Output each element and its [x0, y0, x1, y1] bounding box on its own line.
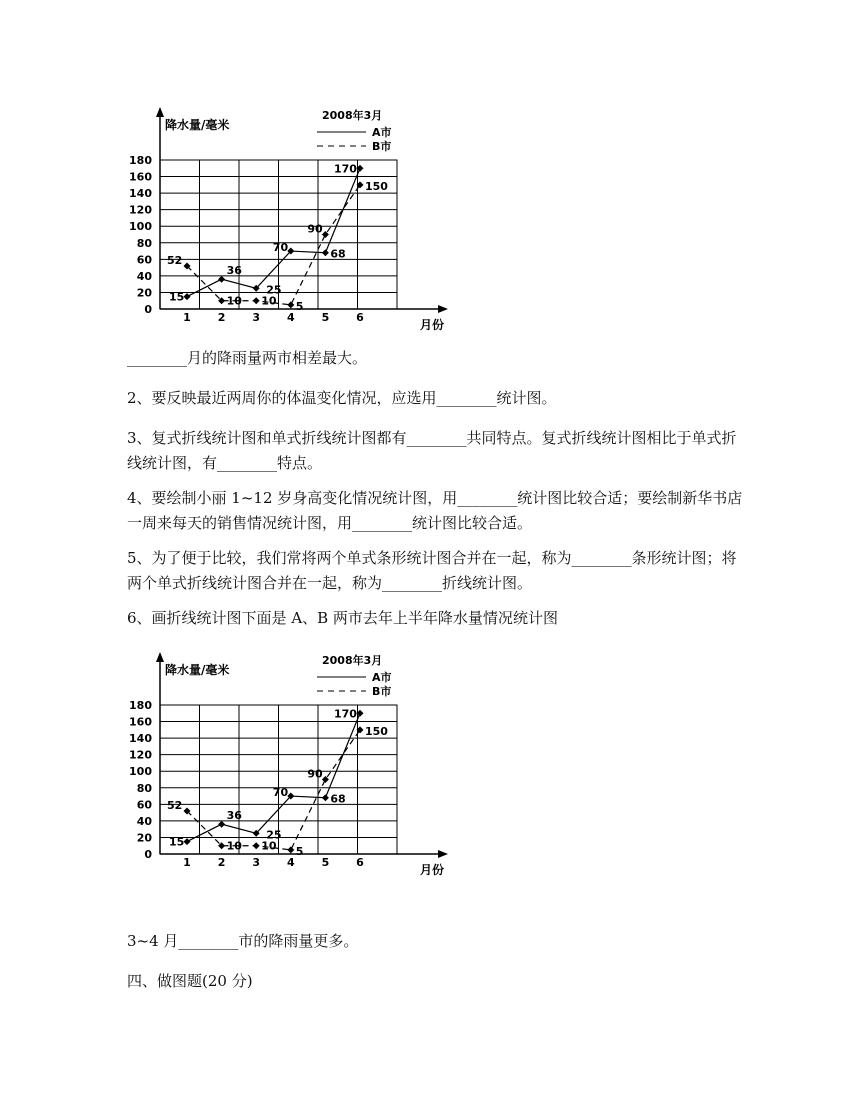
y-tick-label: 140 [129, 187, 152, 201]
data-label-a: 36 [226, 809, 242, 823]
data-label-a: 70 [272, 241, 289, 255]
y-tick-label: 20 [136, 831, 152, 845]
y-tick-label: 80 [136, 781, 152, 795]
series-line-a [187, 713, 360, 841]
data-label-b: 150 [365, 179, 388, 193]
x-tick-label: 1 [183, 856, 191, 869]
data-label-a: 68 [330, 792, 346, 806]
data-point-a [218, 821, 225, 828]
x-tick-label: 2 [217, 311, 226, 324]
data-label-b: 10 [226, 839, 242, 853]
data-point-a [184, 293, 191, 300]
question-6-answer-text: 3~4 月________市的降雨量更多。 [127, 932, 359, 950]
x-tick-label: 6 [356, 311, 364, 324]
data-point-b [287, 301, 294, 308]
x-axis-arrow [438, 305, 448, 313]
y-tick-label: 20 [136, 286, 152, 300]
x-tick-label: 6 [356, 856, 364, 869]
data-label-b: 5 [295, 844, 304, 858]
data-label-b: 10 [226, 294, 242, 308]
question-1-text: ________月的降雨量两市相差最大。 [127, 349, 368, 367]
y-tick-label: 160 [129, 170, 152, 184]
data-label-b: 52 [167, 253, 183, 267]
series-line-a [187, 168, 360, 296]
rainfall-chart-2 [110, 650, 470, 877]
section-4-heading: 四、做图题(20 分) [127, 972, 253, 990]
y-tick-label: 60 [136, 253, 152, 267]
y-tick-label: 120 [129, 203, 152, 217]
legend-label-b: B市 [372, 140, 392, 153]
y-axis-arrow [156, 107, 164, 117]
y-axis-label: 降水量/毫米 [165, 118, 230, 132]
question-4-text: 4、要绘制小丽 1~12 岁身高变化情况统计图，用________统计图比较合适；要绘制新华书店一周来每天的销售情况统计图，用________统计图比较合适。 [127, 489, 743, 532]
data-label-a: 36 [226, 264, 242, 278]
data-label-b: 5 [295, 299, 304, 313]
x-tick-label: 4 [286, 311, 295, 324]
data-label-b: 10 [261, 839, 277, 853]
data-point-b [287, 846, 294, 853]
chart-svg [110, 105, 470, 332]
data-label-b: 52 [167, 798, 183, 812]
rainfall-chart-1 [110, 105, 470, 332]
x-tick-label: 1 [183, 311, 191, 324]
data-point-a [184, 838, 191, 845]
x-tick-label: 3 [252, 856, 261, 869]
data-point-a [322, 794, 329, 801]
legend-label-a: A市 [372, 671, 392, 684]
y-axis-label: 降水量/毫米 [165, 663, 230, 677]
y-tick-label: 40 [136, 269, 152, 283]
y-tick-label: 160 [129, 715, 152, 729]
data-label-a: 170 [334, 707, 357, 721]
chart-svg [110, 650, 470, 877]
data-label-a: 70 [272, 786, 289, 800]
legend-label-b: B市 [372, 685, 392, 698]
data-label-a: 68 [330, 247, 346, 261]
x-axis-arrow [438, 850, 448, 858]
legend-title: 2008年3月 [322, 109, 383, 122]
y-tick-label: 180 [129, 699, 152, 712]
data-point-b [253, 297, 260, 304]
question-5-text: 5、为了便于比较，我们常将两个单式条形统计图合并在一起，称为________条形统计图；将两个单式折线统计图合并在一起，称为________折线统计图。 [127, 549, 737, 592]
data-point-b [322, 231, 329, 238]
data-label-a: 15 [169, 835, 185, 849]
legend-title: 2008年3月 [322, 654, 383, 667]
data-label-a: 25 [266, 283, 282, 297]
data-label-b: 150 [365, 724, 388, 738]
question-6-text: 6、画折线统计图下面是 A、B 两市去年上半年降水量情况统计图 [127, 609, 558, 627]
x-axis-label: 月份 [419, 863, 445, 877]
x-axis-label: 月份 [419, 318, 445, 332]
data-label-b: 90 [307, 222, 323, 236]
x-tick-label: 2 [217, 856, 226, 869]
data-label-a: 15 [169, 290, 185, 304]
y-tick-label: 100 [129, 220, 152, 234]
x-tick-label: 3 [252, 311, 261, 324]
x-tick-label: 5 [321, 856, 330, 869]
y-axis-arrow [156, 652, 164, 662]
x-tick-label: 4 [286, 856, 295, 869]
y-tick-label: 140 [129, 732, 152, 746]
data-point-a [218, 276, 225, 283]
data-point-b [253, 842, 260, 849]
question-3-text: 3、复式折线统计图和单式折线统计图都有________共同特点。复式折线统计图相比于单式折线统计图，有________特点。 [127, 429, 737, 472]
question-2-text: 2、要反映最近两周你的体温变化情况，应选用________统计图。 [127, 389, 557, 407]
data-label-a: 25 [266, 828, 282, 842]
y-tick-label: 0 [144, 848, 152, 861]
y-tick-label: 80 [136, 236, 152, 250]
y-tick-label: 120 [129, 748, 152, 762]
y-tick-label: 0 [144, 303, 152, 316]
y-tick-label: 100 [129, 765, 152, 779]
data-label-b: 90 [307, 767, 323, 781]
x-tick-label: 5 [321, 311, 330, 324]
data-point-a [322, 249, 329, 256]
y-tick-label: 60 [136, 798, 152, 812]
y-tick-label: 180 [129, 154, 152, 167]
data-label-a: 170 [334, 162, 357, 176]
legend-label-a: A市 [372, 126, 392, 139]
y-tick-label: 40 [136, 814, 152, 828]
data-label-b: 10 [261, 294, 277, 308]
data-point-b [322, 776, 329, 783]
